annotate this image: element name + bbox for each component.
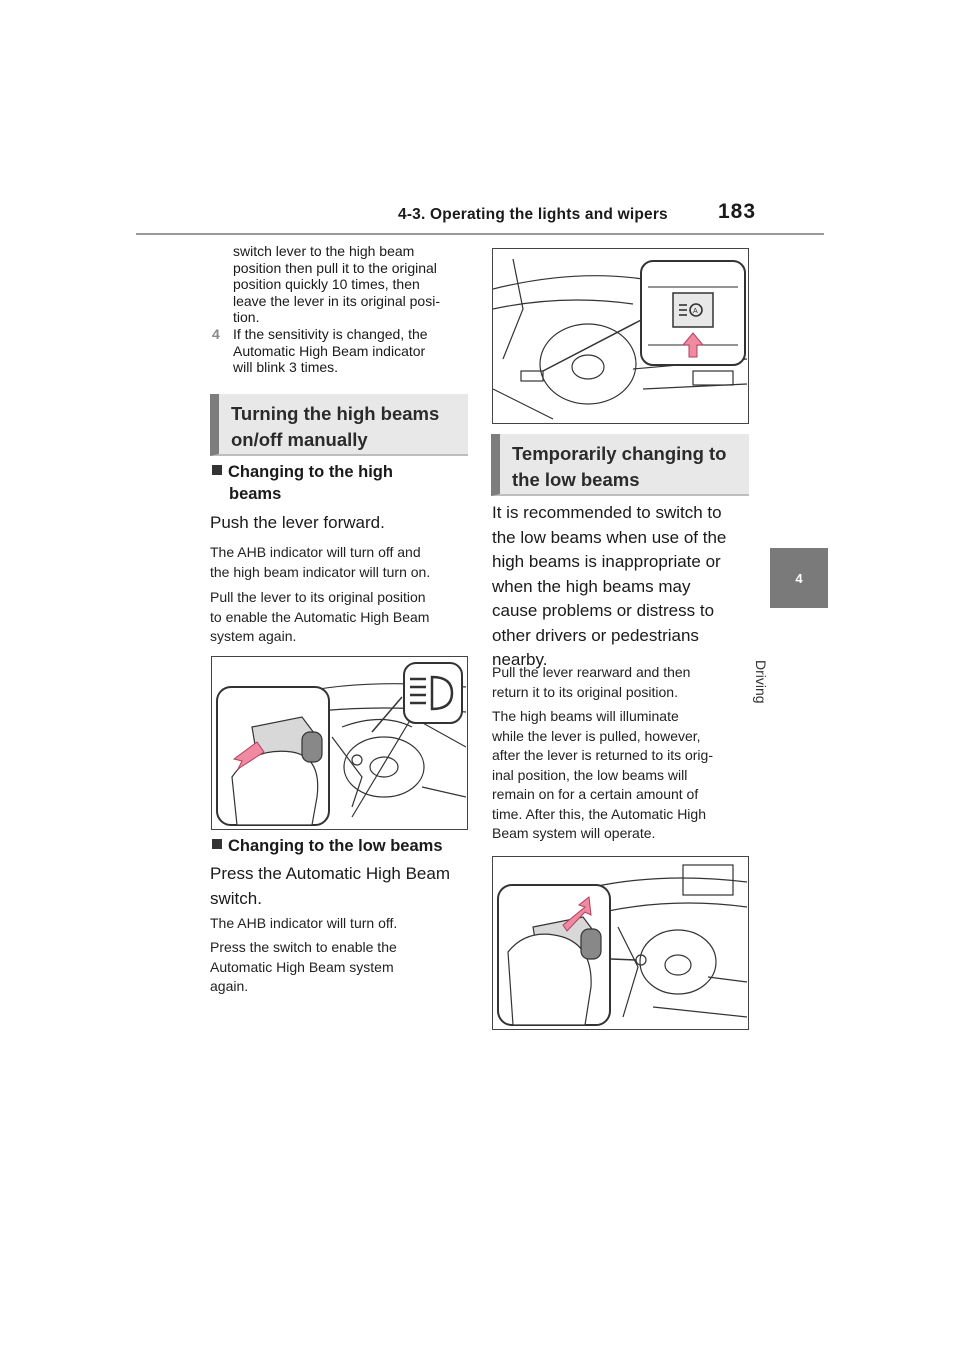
instruction-text: Press the Automatic High Beam switch.	[210, 864, 451, 908]
step-number: 4	[212, 326, 220, 342]
note-text: The high beams will illuminate while the lever is pulled, however, after the lever is returned to its orig- inal position, the low beams will remain on for a certain amount of time. After this, the Automatic High Beam system will operate.	[492, 708, 713, 841]
section-heading-box	[210, 394, 468, 456]
note-text: Pull the lever rearward and then return it to its original position.	[492, 664, 691, 700]
page-number: 183	[718, 200, 757, 223]
step-4-text: If the sensitivity is changed, the Automatic High Beam indicator will blink 3 times.	[233, 326, 428, 375]
section-heading-box	[491, 434, 749, 496]
note-text: The AHB indicator will turn off and the high beam indicator will turn on.	[210, 544, 431, 580]
chapter-number: 4	[795, 570, 803, 586]
header-divider	[136, 233, 824, 235]
continued-step-text: switch lever to the high beam position then pull it to the original position quickly 10 times, then leave the lever in its original posi- tion.	[233, 243, 440, 325]
chapter-tab	[770, 548, 828, 608]
lever-push-illustration	[212, 657, 466, 828]
bullet-square-icon	[212, 465, 222, 475]
note-text: Pull the lever to its original position to enable the Automatic High Beam system again.	[210, 589, 430, 644]
note-text: Press the switch to enable the Automatic High Beam system again.	[210, 939, 397, 994]
section-heading: Turning the high beams on/off manually	[231, 403, 440, 450]
ahb-switch-illustration	[493, 249, 747, 422]
bullet-square-icon	[212, 839, 222, 849]
instruction-text: Push the lever forward.	[210, 513, 385, 532]
recommendation-text: It is recommended to switch to the low beams when use of the high beams is inappropriate or when the high beams may cause problems or distress to other drivers or pedestrians nearby.	[492, 503, 727, 669]
svg-text:A: A	[693, 308, 698, 315]
section-header-title: 4-3. Operating the lights and wipers	[398, 206, 668, 223]
lever-pull-illustration	[493, 857, 747, 1028]
figure-pull-lever	[492, 856, 749, 1030]
subheading-high-beams: Changing to the high beams	[212, 461, 472, 505]
figure-push-lever	[211, 656, 468, 830]
section-heading: Temporarily changing to the low beams	[512, 443, 727, 490]
subheading-low-beams: Changing to the low beams	[212, 835, 482, 857]
chapter-label: Driving	[753, 660, 769, 704]
figure-ahb-switch	[492, 248, 749, 424]
note-text: The AHB indicator will turn off.	[210, 915, 398, 931]
